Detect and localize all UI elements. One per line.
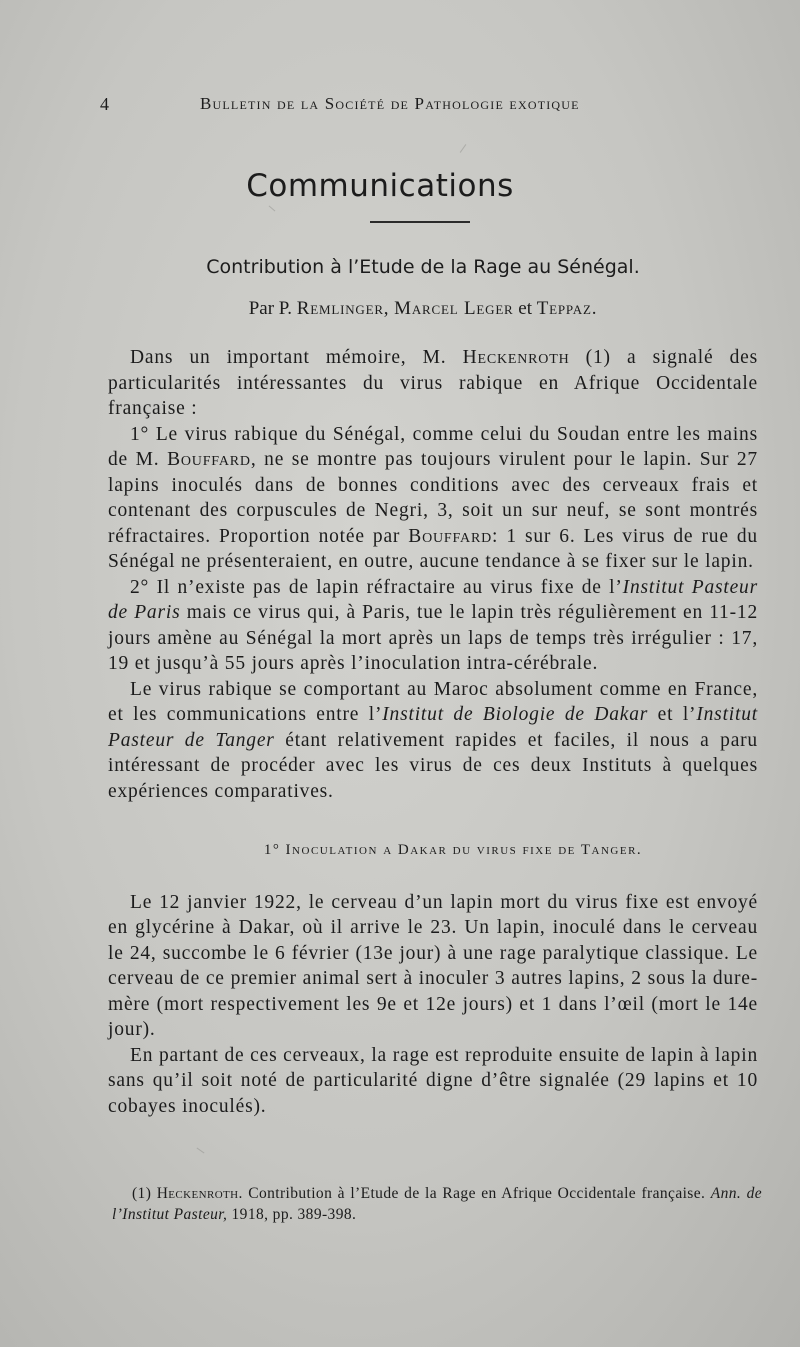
- page-number: 4: [100, 94, 110, 114]
- text-run: Le virus rabique se comportant au Maroc absolument comme en France, et les communications entre l’: [108, 678, 758, 725]
- article-title: Contribution à l’Etude de la Rage au Sénégal.: [206, 256, 640, 278]
- paper-blemish: [269, 206, 276, 212]
- text-run: Contribution à l’Etude de la Rage en Afrique Occidentale française.: [248, 1185, 706, 1202]
- footnote-text: [112, 1183, 762, 1225]
- cited-author: Bouffard: [408, 525, 493, 547]
- section-title: Communications: [246, 168, 514, 204]
- title-divider: [370, 221, 470, 223]
- journal-title: Bulletin de la Société de Pathologie exotique: [200, 94, 580, 113]
- institution-name: Institut de Biologie de Dakar: [382, 704, 649, 725]
- text-run: 1918, pp. 389-398.: [231, 1206, 357, 1223]
- paper-blemish: [197, 1148, 205, 1154]
- authors-conjunction: et: [518, 298, 532, 319]
- text-run: (1) a signalé des particularités intéressantes du virus rabique en Afrique Occidentale française :: [108, 347, 758, 419]
- institution-name: Institut Pasteur de Paris: [108, 576, 759, 623]
- journal-name: Ann. de l’Institut Pasteur,: [112, 1185, 763, 1223]
- section-subheading: 1° Inoculation a Dakar du virus fixe de Tanger.: [263, 842, 643, 858]
- cited-author: Bouffard,: [167, 449, 257, 470]
- author-name: Remlinger,: [296, 298, 390, 319]
- paragraph: En partant de ces cerveaux, la rage est reproduite ensuite de lapin à lapin sans qu’il soit noté de particularité digne d’être signalée (29 lapins et 10 cobayes inoculés).: [108, 1044, 758, 1117]
- institution-name: Institut Pasteur de Tanger: [108, 704, 758, 751]
- author-name: Marcel Leger: [394, 298, 514, 319]
- paragraph: [108, 677, 758, 805]
- cited-author: Heckenroth: [462, 347, 570, 368]
- cited-author: Heckenroth.: [156, 1185, 243, 1202]
- text-run: mais ce virus qui, à Paris, tue le lapin très régulièrement en 11-12 jours amène au Sénégal la mort après un laps de temps très irrégulier : 17, 19 et jusqu’à 55 jours après l’inoculation intra-cérébrale.: [108, 602, 759, 674]
- paragraph: [108, 575, 758, 677]
- text-run: : 1 sur 6. Les virus de rue du Sénégal ne présenteraient, en outre, aucune tendance à se fixer sur le lapin.: [108, 525, 758, 572]
- authors-prefix: Par P.: [248, 298, 293, 319]
- paragraph: [108, 422, 758, 575]
- paper-blemish: [460, 144, 467, 153]
- text-run: Dans un important mémoire, M.: [130, 347, 447, 368]
- article-authors: [0, 298, 800, 320]
- text-run: étant relativement rapides et faciles, il nous a paru intéressant de procéder avec les virus de ces deux Instituts à quelques expériences comparatives.: [108, 729, 758, 802]
- article-body: [108, 345, 758, 1119]
- running-header: [100, 92, 700, 120]
- text-run: 2° Il n’existe pas de lapin réfractaire au virus fixe de l’: [130, 576, 623, 598]
- footnote: [112, 1183, 762, 1225]
- footnote-marker: (1): [132, 1185, 152, 1202]
- text-run: 1° Le virus rabique du Sénégal, comme celui du Soudan entre les mains de M.: [108, 423, 758, 470]
- author-name: Teppaz.: [536, 298, 598, 319]
- paragraph: [108, 345, 758, 422]
- paragraph: Le 12 janvier 1922, le cerveau d’un lapin mort du virus fixe est envoyé en glycérine à Dakar, où il arrive le 23. Un lapin, inoculé dans le cerveau le 24, succombe le 6 février (13e jour) à une rage paralytique classique. Le cerveau de ce premier animal sert à inoculer 3 autres lapins, 2 sous la dure-mère (mort respectivement les 9e et 12e jours) et 1 dans l’œil (mort le 14e jour).: [108, 891, 758, 1040]
- text-run: et l’: [657, 704, 697, 725]
- text-run: ne se montre pas toujours virulent pour le lapin. Sur 27 lapins inoculés dans de bonnes conditions avec des cerveaux frais et contenant des corpuscules de Negri, 3, soit un sur neuf, se sont montrés réfractaires. Proportion notée par: [108, 449, 758, 547]
